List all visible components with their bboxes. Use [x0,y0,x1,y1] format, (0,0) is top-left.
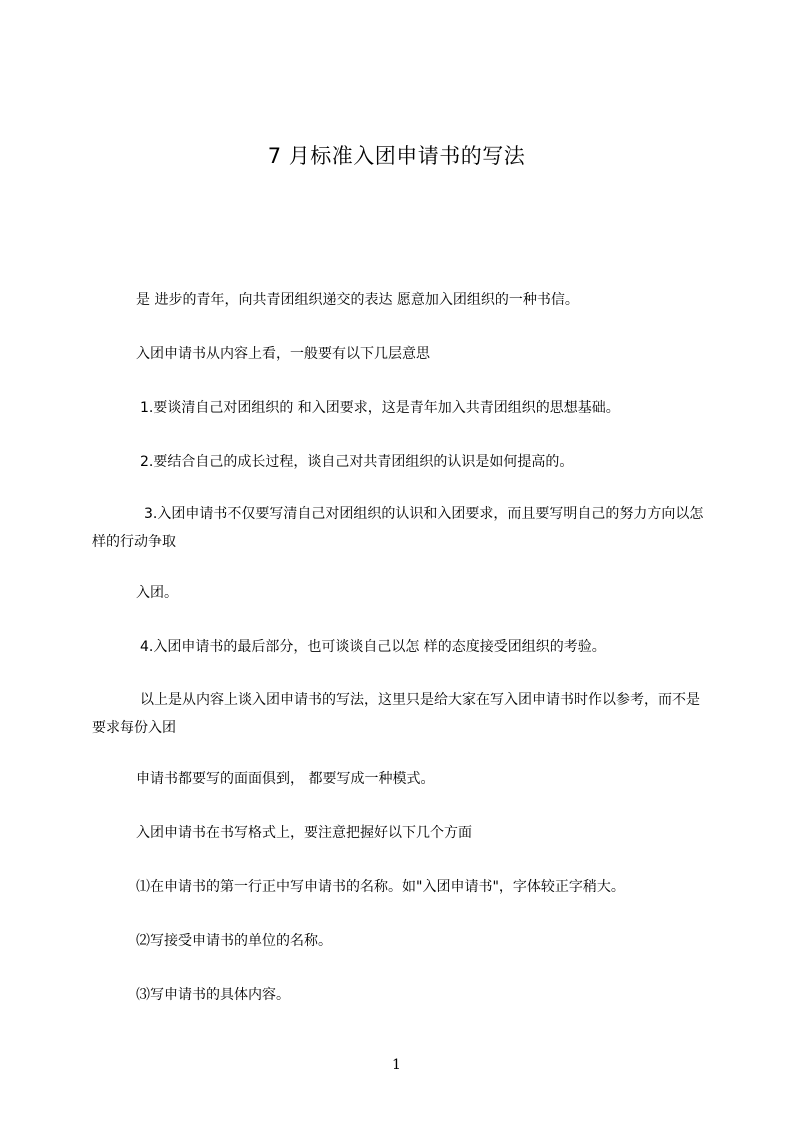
paragraph-12: ⑵写接受申请书的单位的名称。 [136,933,332,949]
document-title: 7 月标准入团申请书的写法 [267,144,526,168]
page-number: 1 [392,1057,401,1073]
paragraph-7: 4.入团申请书的最后部分，也可谈谈自己以怎 样的态度接受团组织的考验。 [140,639,606,655]
paragraph-11: ⑴在申请书的第一行正中写申请书的名称。如"入团申请书"，字体较正字稍大。 [136,879,625,895]
paragraph-3: 1.要谈清自己对团组织的 和入团要求，这是青年加入共青团组织的思想基础。 [140,400,620,416]
paragraph-1: 是 进步的青年，向共青团组织递交的表达 愿意加入团组织的一种书信。 [136,292,579,308]
paragraph-4: 2.要结合自己的成长过程，谈自己对共青团组织的认识是如何提高的。 [140,454,574,470]
paragraph-10: 入团申请书在书写格式上，要注意把握好以下几个方面 [136,825,472,841]
paragraph-13: ⑶写申请书的具体内容。 [136,987,290,1003]
paragraph-8: 以上是从内容上谈入团申请书的写法，这里只是给大家在写入团申请书时作以参考，而不是要求每份入团 [92,692,700,736]
paragraph-2: 入团申请书从内容上看，一般要有以下几层意思 [136,346,430,362]
paragraph-9: 申请书都要写的面面俱到， 都要写成一种模式。 [136,771,435,787]
paragraph-6: 入团。 [136,585,178,601]
paragraph-5: 3.入团申请书不仅要写清自己对团组织的认识和入团要求，而且要写明自己的努力方向以怎样的行动争取 [92,506,704,550]
